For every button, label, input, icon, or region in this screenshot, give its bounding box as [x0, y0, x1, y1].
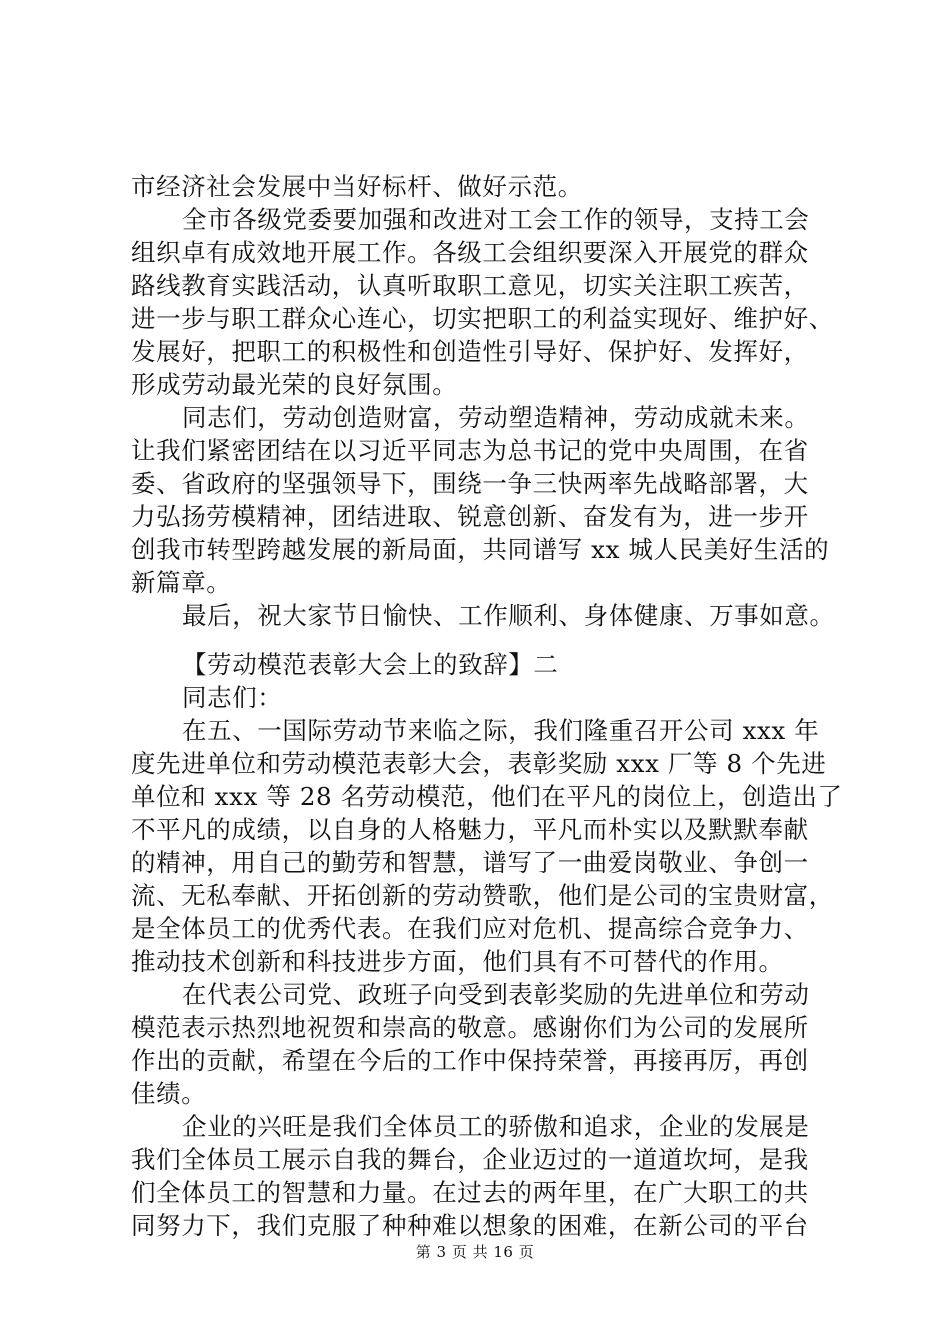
text-line: 不平凡的成绩，以自身的人格魅力，平凡而朴实以及默默奉献 [131, 815, 809, 844]
text-line: 单位和 xxx 等 28 名劳动模范，他们在平凡的岗位上，创造出了 [131, 782, 843, 811]
text-line: 同努力下，我们克服了种种难以想象的困难，在新公司的平台 [131, 1211, 809, 1240]
text-line: 的精神，用自己的勤劳和智慧，谱写了一曲爱岗敬业、争创一 [131, 848, 809, 877]
text-line: 们全体员工的智慧和力量。在过去的两年里，在广大职工的共 [131, 1178, 809, 1207]
page-footer: 第 3 页 共 16 页 [415, 1243, 535, 1261]
text-line: 新篇章。 [131, 568, 232, 597]
text-line: 创我市转型跨越发展的新局面，共同谱写 xx 城人民美好生活的 [131, 535, 830, 564]
text-line: 让我们紧密团结在以习近平同志为总书记的党中央周围，在省 [131, 436, 809, 465]
text-line: 全市各级党委要加强和改进对工会工作的领导，支持工会 [182, 205, 810, 234]
salutation: 同志们： [182, 683, 283, 712]
text-line: 路线教育实践活动，认真听取职工意见，切实关注职工疾苦， [131, 271, 809, 300]
text-line: 企业的兴旺是我们全体员工的骄傲和追求，企业的发展是 [182, 1112, 810, 1141]
text-line: 形成劳动最光荣的良好氛围。 [131, 370, 458, 399]
text-line: 在代表公司党、政班子向受到表彰奖励的先进单位和劳动 [182, 980, 810, 1009]
text-line: 推动技术创新和科技进步方面，他们具有不可替代的作用。 [131, 947, 784, 976]
text-line: 力弘扬劳模精神，团结进取、锐意创新、奋发有为，进一步开 [131, 502, 809, 531]
text-line: 进一步与职工群众心连心，切实把职工的利益实现好、维护好、 [131, 304, 834, 333]
text-line: 最后，祝大家节日愉快、工作顺利、身体健康、万事如意。 [182, 601, 835, 630]
text-line: 组织卓有成效地开展工作。各级工会组织要深入开展党的群众 [131, 238, 809, 267]
text-line: 流、无私奉献、开拓创新的劳动赞歌，他们是公司的宝贵财富， [131, 881, 834, 910]
text-line: 模范表示热烈地祝贺和崇高的敬意。感谢你们为公司的发展所 [131, 1013, 809, 1042]
text-line: 佳绩。 [131, 1079, 207, 1108]
text-line: 发展好，把职工的积极性和创造性引导好、保护好、发挥好， [131, 337, 809, 366]
section-heading: 【劳动模范表彰大会上的致辞】二 [182, 650, 559, 679]
text-line: 作出的贡献，希望在今后的工作中保持荣誉，再接再厉，再创 [131, 1046, 809, 1075]
text-line: 市经济社会发展中当好标杆、做好示范。 [131, 172, 583, 201]
text-line: 委、省政府的坚强领导下，围绕一争三快两率先战略部署，大 [131, 469, 809, 498]
text-line: 是全体员工的优秀代表。在我们应对危机、提高综合竞争力、 [131, 914, 809, 943]
text-line: 在五、一国际劳动节来临之际，我们隆重召开公司 xxx 年 [182, 716, 820, 745]
text-line: 同志们，劳动创造财富，劳动塑造精神，劳动成就未来。 [182, 403, 810, 432]
text-line: 度先进单位和劳动模范表彰大会，表彰奖励 xxx 厂等 8 个先进 [131, 749, 827, 778]
text-line: 我们全体员工展示自我的舞台，企业迈过的一道道坎坷，是我 [131, 1145, 809, 1174]
